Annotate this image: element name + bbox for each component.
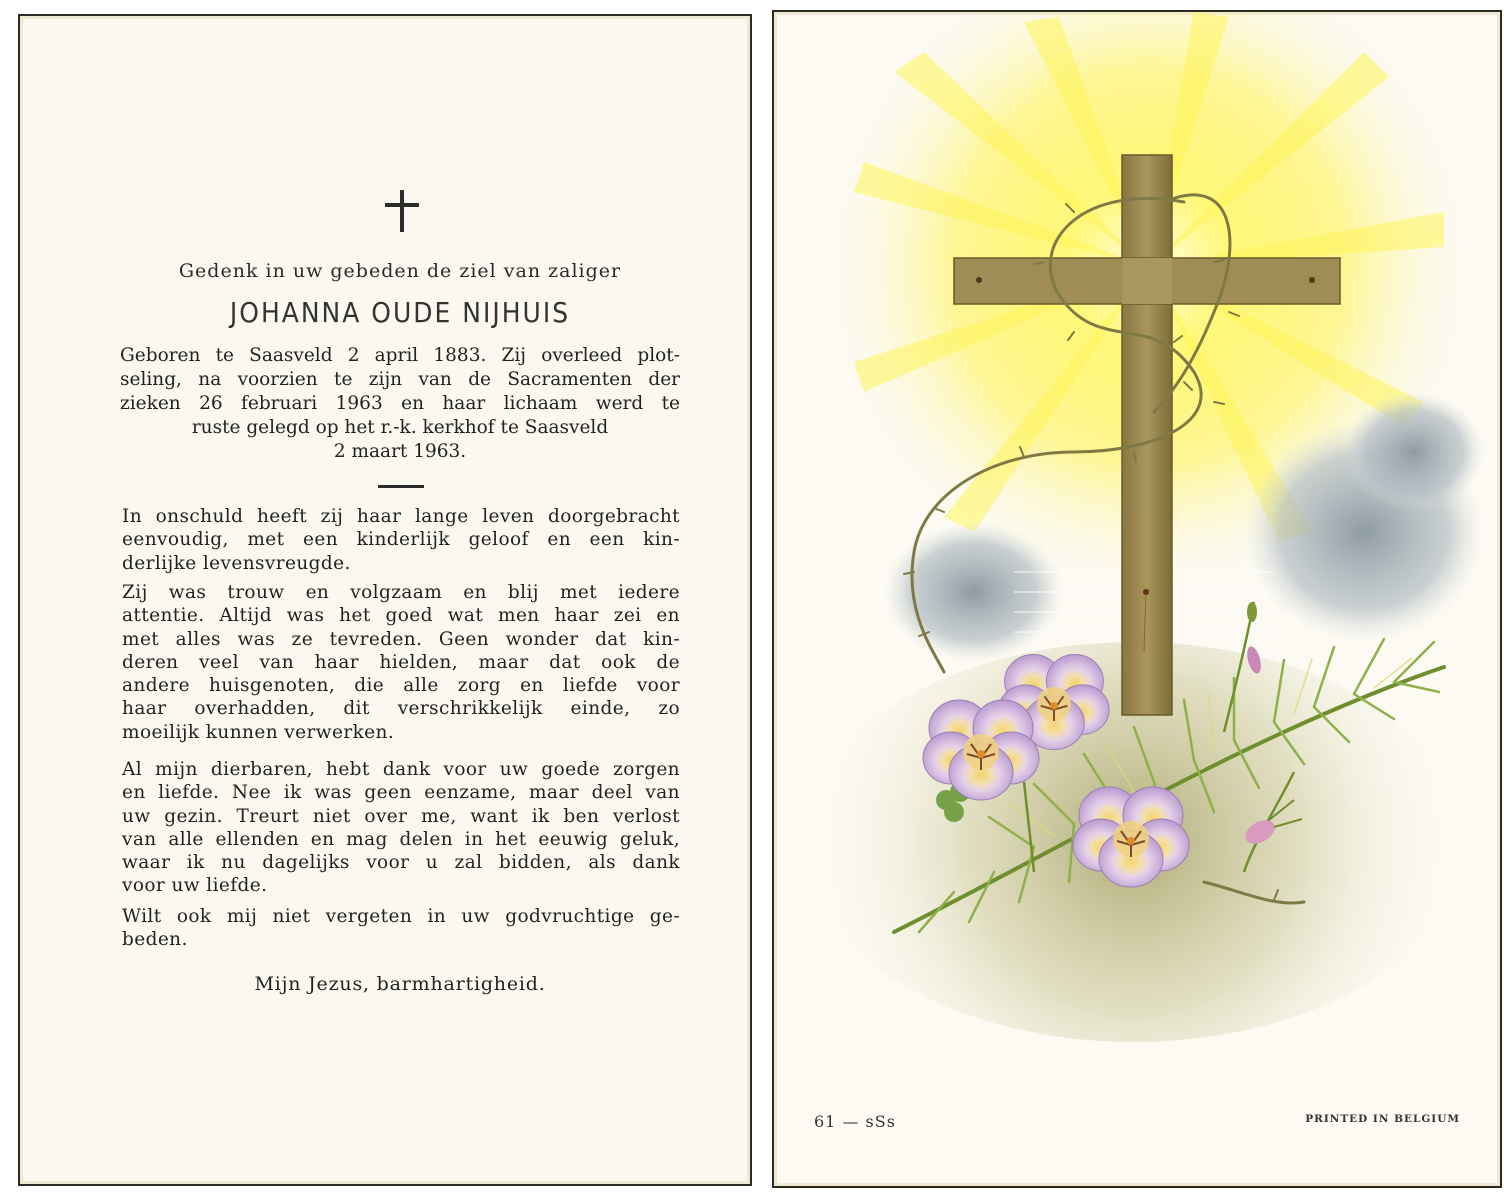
biography [120, 344, 680, 464]
crucifix-illustration [774, 12, 1504, 1190]
intro-line: Gedenk in uw gebeden de ziel van zaliger [178, 260, 622, 282]
text-line: andere huisgenoten, die alle zorg en liefde voor [122, 675, 680, 697]
paragraph-request [122, 905, 680, 952]
deceased-name: JOHANNA OUDE NIJHUIS [229, 296, 571, 329]
text-line: eenvoudig, met een kinderlijk geloof en een kin- [122, 529, 680, 551]
text-line: beden. [122, 929, 188, 951]
text-line: met alles was ze tevreden. Geen wonder dat kin- [122, 628, 680, 650]
divider-rule [378, 485, 424, 488]
bio-line: seling, na voorzien te zijn van de Sacramenten der [120, 369, 680, 390]
text-line: voor uw liefde. [122, 875, 268, 897]
text-line: moeilijk kunnen verwerken. [122, 721, 395, 743]
paragraph-innocence [122, 505, 680, 575]
cross-icon [385, 190, 419, 232]
memorial-image-page [772, 10, 1502, 1188]
printed-in-label: PRINTED IN BELGIUM [1305, 1113, 1460, 1125]
text-line: uw gezin. Treurt niet over me, want ik ben verlost [122, 805, 680, 827]
paragraph-character [122, 581, 680, 744]
text-line: haar overhadden, dit verschrikkelijk einde, zo [122, 698, 680, 720]
text-line: en liefde. Nee ik was geen eenzame, maar deel van [122, 782, 680, 804]
bio-line: ruste gelegd op het r.-k. kerkhof te Saasveld [191, 417, 609, 438]
text-line: derlijke levensvreugde. [122, 552, 351, 574]
text-line: Wilt ook mij niet vergeten in uw godvruchtige ge- [122, 906, 680, 927]
pansy-bud-green [1247, 602, 1257, 622]
text-line: Al mijn dierbaren, hebt dank voor uw goede zorgen [122, 759, 680, 780]
paragraph-farewell [122, 758, 680, 898]
bio-line: zieken 26 februari 1963 en haar lichaam werd te [120, 393, 680, 414]
text-line: waar ik nu dagelijks voor u zal bidden, als dank [122, 852, 680, 874]
closing-prayer: Mijn Jezus, barmhartigheid. [254, 973, 546, 995]
cloud-right-top [1344, 392, 1484, 512]
text-line: Zij was trouw en volgzaam en blij met iedere [122, 582, 680, 603]
bio-line: 2 maart 1963. [333, 441, 467, 462]
text-line: deren veel van haar hielden, maar dat ook de [122, 651, 680, 673]
card-code: 61 — sSs [814, 1112, 896, 1131]
bio-line: Geboren te Saasveld 2 april 1883. Zij overleed plot- [120, 345, 680, 366]
memorial-text-page [18, 14, 752, 1186]
text-line: van alle ellenden en mag delen in het eeuwig geluk, [122, 828, 680, 850]
text-line: In onschuld heeft zij haar lange leven doorgebracht [122, 506, 680, 527]
text-line: attentie. Altijd was het goed wat men haar zei en [122, 605, 680, 627]
